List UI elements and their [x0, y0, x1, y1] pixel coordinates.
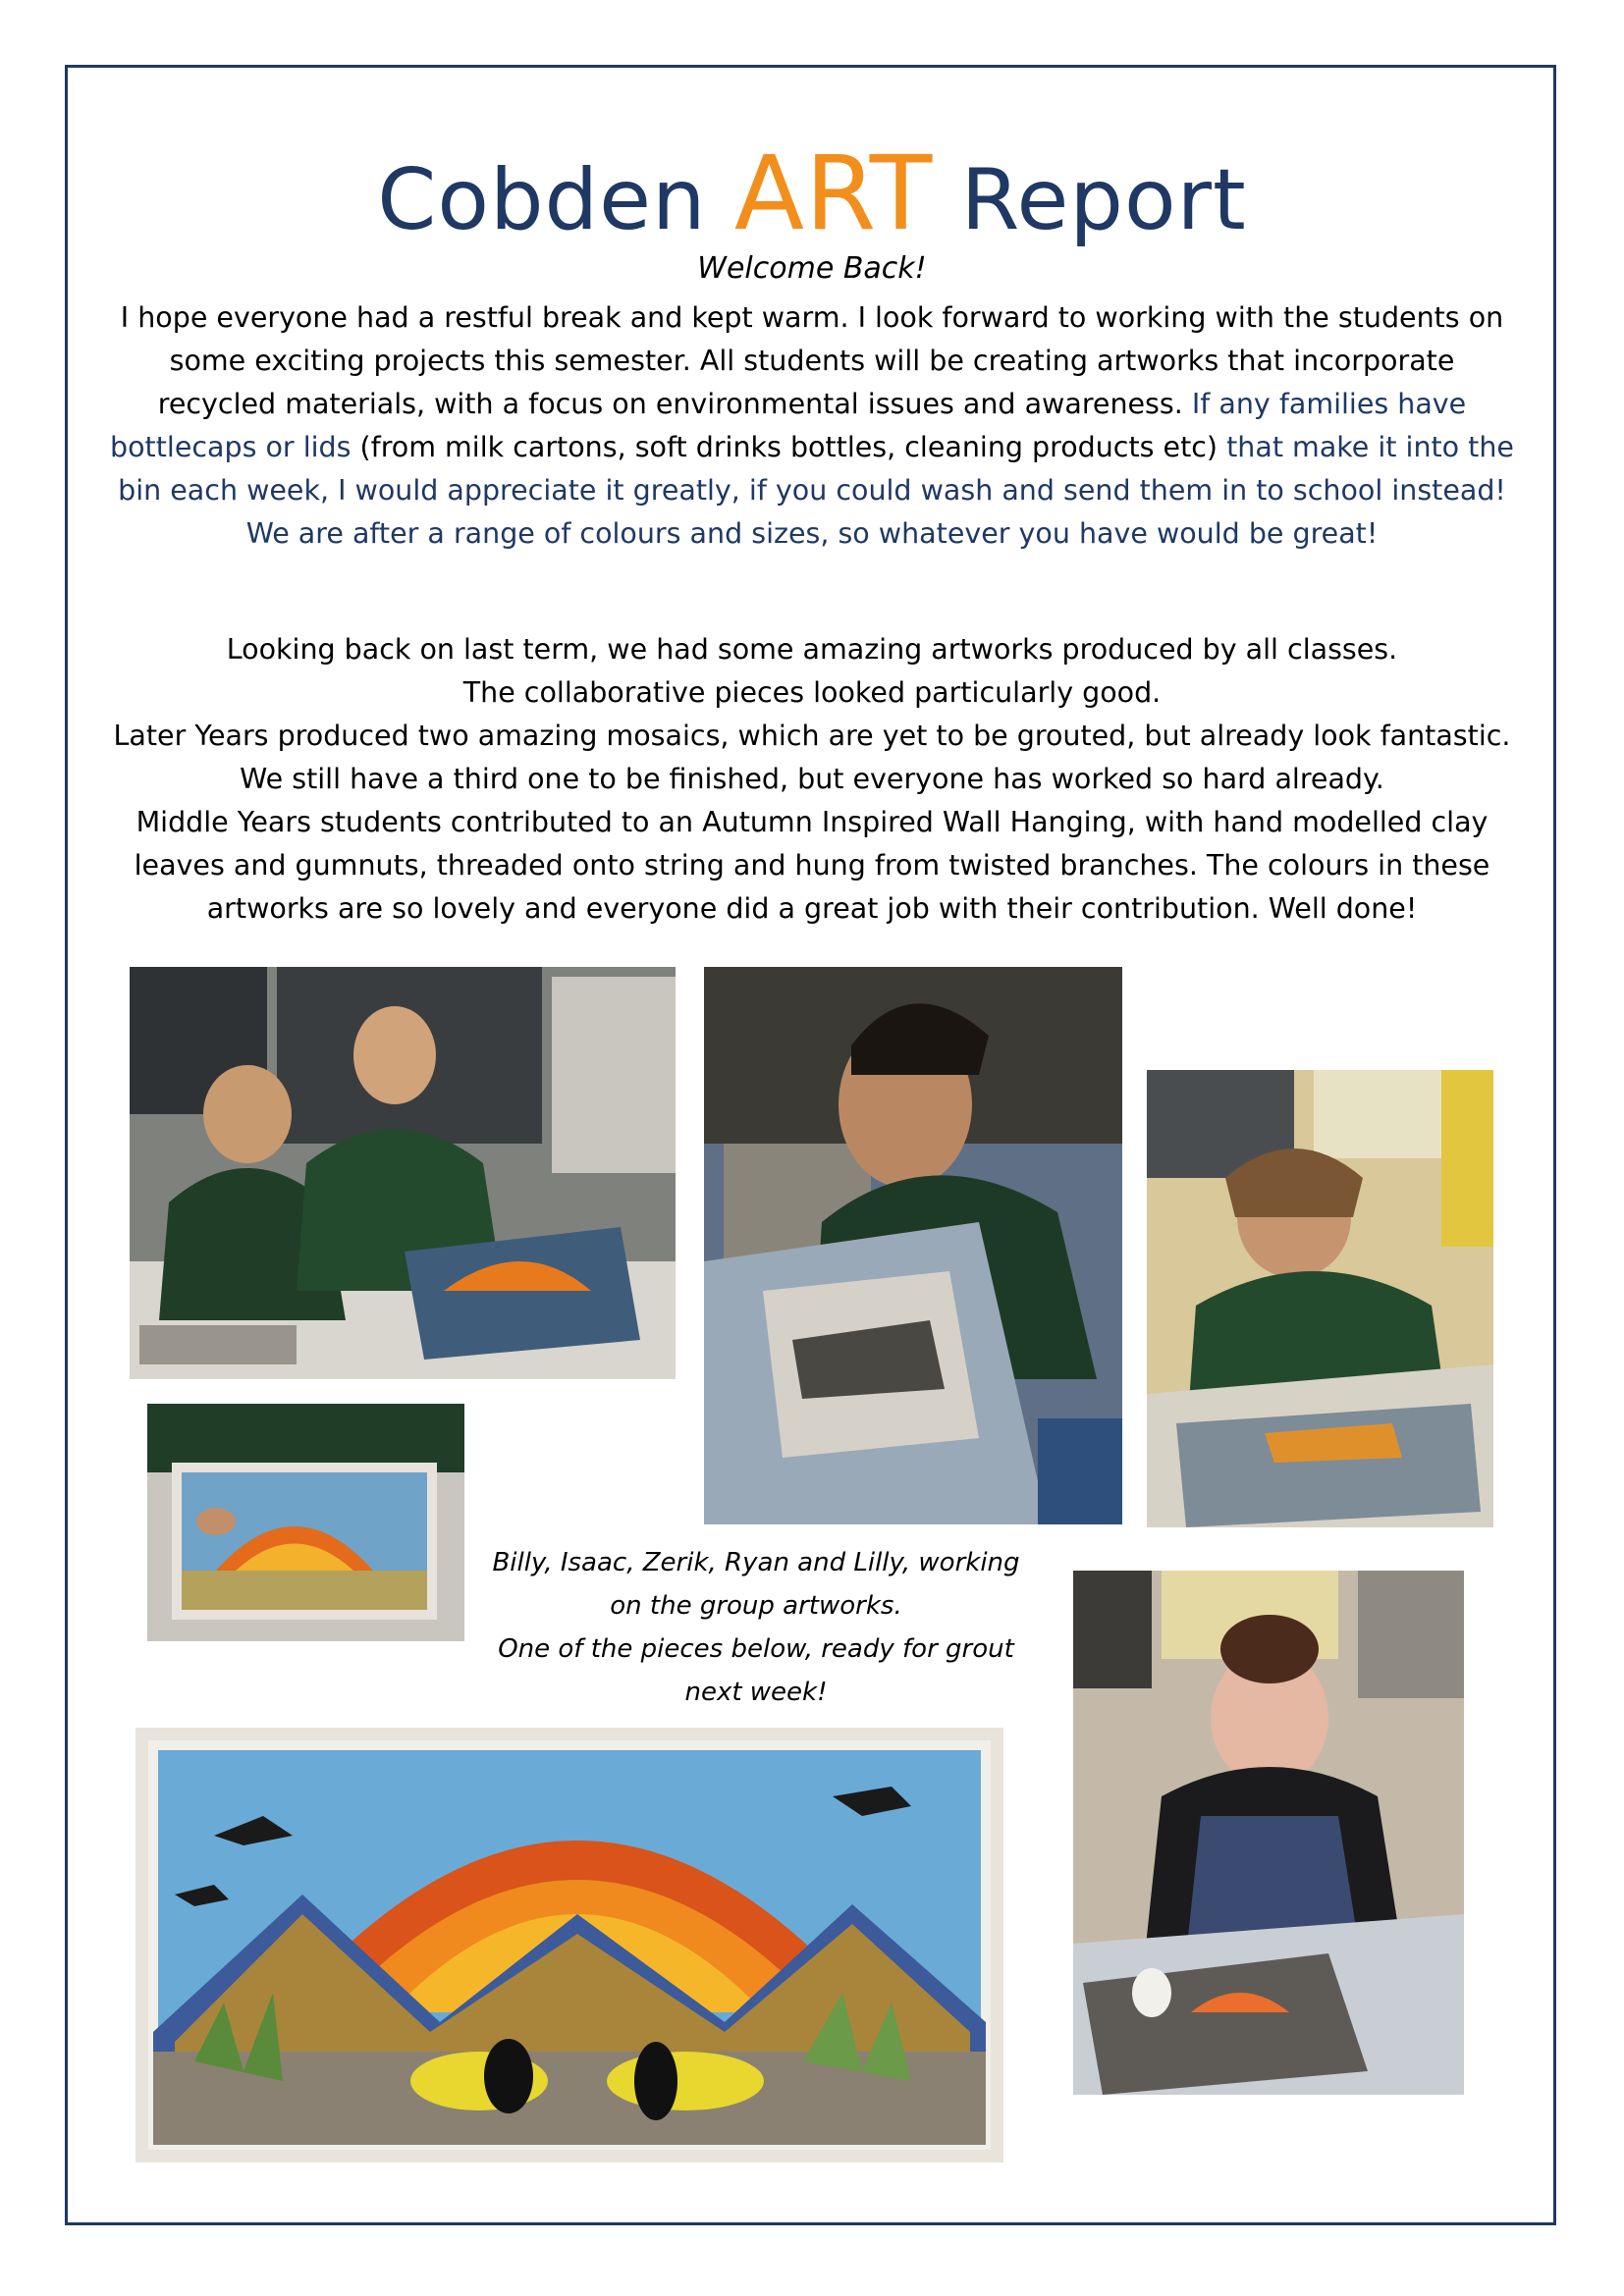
review-line: We still have a third one to be finished, but everyone has worked so hard already. [240, 763, 1384, 795]
photo-finished-mosaic [135, 1728, 1003, 2163]
intro-text-2: (from milk cartons, soft drinks bottles, cleaning products etc) [351, 431, 1227, 463]
photo-hands-mosaic [147, 1404, 464, 1641]
intro-text-1: I hope everyone had a restful break and kept warm. I look forward to working with the students on some exciting projects this semester. All students will be creating artworks that incorporate recycled materials, with a focus on environmental issues and awareness. [120, 301, 1504, 420]
title-highlight-art: ART [733, 133, 934, 253]
caption-line-2: One of the pieces below, ready for grout next week! [498, 1634, 1014, 1707]
intro-request-3: We are after a range of colours and sizes, so whatever you have would be great! [245, 517, 1379, 550]
photo-student-mosaic-closeup [704, 967, 1122, 1524]
title-part-1: Cobden [377, 151, 734, 249]
review-line: Looking back on last term, we had some amazing artworks produced by all classes. [226, 633, 1398, 666]
review-line: Later Years produced two amazing mosaics, which are yet to be grouted, but already look fantastic. [113, 720, 1511, 752]
title-part-2: Report [933, 151, 1247, 249]
photo-two-students-mosaic [130, 967, 676, 1379]
page-title [0, 133, 1624, 253]
photo-student-green-jumper [1147, 1070, 1493, 1527]
intro-request-1: If any families have bottlecaps or lids [110, 388, 1467, 463]
review-line: The collaborative pieces looked particularly good. [462, 676, 1162, 709]
review-paragraph [108, 628, 1516, 931]
caption-line-1: Billy, Isaac, Zerik, Ryan and Lilly, working on the group artworks. [492, 1548, 1020, 1621]
intro-request-2: that make it into the bin each week, I would appreciate it greatly, if you could wash and send them in to school instead! [118, 431, 1514, 507]
review-line: Middle Years students contributed to an Autumn Inspired Wall Hanging, with hand modelled clay leaves and gumnuts, threaded onto string and hung from twisted branches. The colours in these artworks are so lovely and everyone did a great job with their contribution. Well done! [134, 806, 1490, 925]
photo-caption [481, 1541, 1031, 1714]
welcome-heading: Welcome Back! [697, 251, 927, 286]
photo-student-apron [1073, 1571, 1464, 2095]
intro-paragraph [108, 296, 1516, 556]
